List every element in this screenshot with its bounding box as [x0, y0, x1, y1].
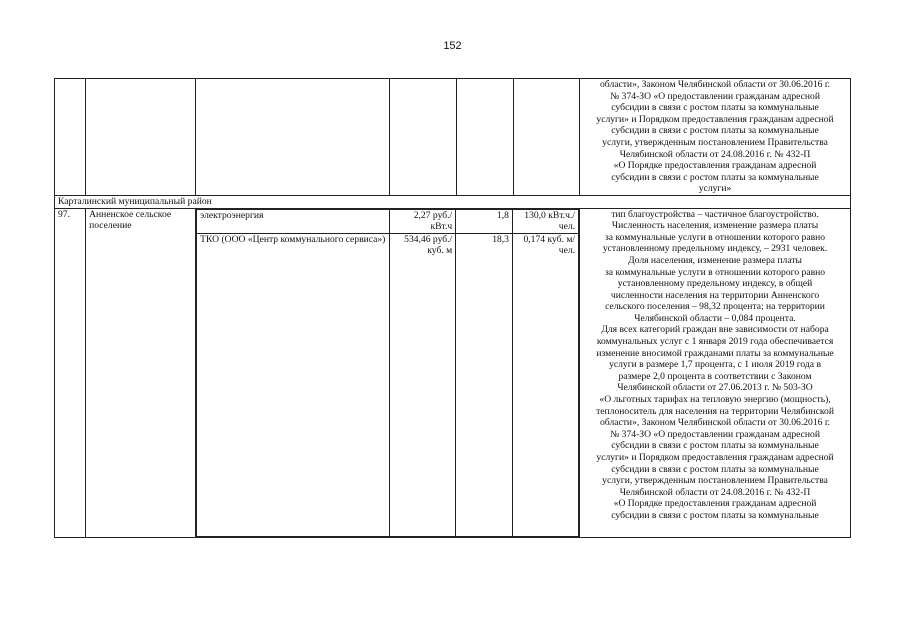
- text-line: услуги» и Порядком предоставления гражданам адресной: [596, 452, 834, 463]
- text-line: коммунальных услуг с 1 января 2019 года обеспечивается: [596, 336, 834, 348]
- text-line: «О льготных тарифах на тепловую энергию (мощность),: [599, 394, 831, 406]
- service-row: [197, 233, 579, 536]
- settlement-name: Анненское сельское поселение: [86, 208, 196, 537]
- text-line: области», Законом Челябинской области от 30.06.2016 г.: [600, 417, 831, 429]
- service-increase: 1,8: [456, 209, 513, 233]
- row-number: 97.: [55, 208, 86, 537]
- region-title: Карталинский муниципальный район: [55, 195, 851, 208]
- service-volume: 0,174 куб. м/чел.: [512, 233, 578, 536]
- text-line: Доля населения, изменение размера платы: [628, 254, 802, 266]
- text-line: за коммунальные услуги в отношении которого равно: [605, 266, 826, 278]
- text-line: Для всех категорий граждан вне зависимости от набора: [601, 324, 829, 336]
- service-tariff: 534,46 руб./куб. м: [390, 233, 456, 536]
- text-line: субсидии в связи с ростом платы за коммунальные: [611, 463, 819, 475]
- text-line: услуги» и Порядком предоставления гражданам адресной: [596, 113, 834, 125]
- services-table: [196, 209, 579, 537]
- text-line: численности населения на территории Анненского: [610, 289, 820, 301]
- text-line: Челябинской области от 24.08.2016 г. № 432-П: [619, 148, 811, 160]
- text-line: установленному предельному индексу, – 2931 человек.: [602, 243, 828, 255]
- text-line: «О Порядке предоставления гражданам адресной: [613, 498, 817, 510]
- service-volume: 130,0 кВт.ч./чел.: [512, 209, 578, 233]
- text-line: услуги, утвержденным постановлением Правительства: [602, 475, 828, 487]
- text-line: Челябинской области от 27.06.2013 г. № 503-ЗО: [617, 382, 813, 394]
- text-line: № 374-ЗО «О предоставлении гражданам адресной: [610, 90, 820, 102]
- text-line: размере 2,0 процента в соответствии с Законом: [618, 370, 812, 382]
- text-line: Челябинской области – 0,084 процента.: [634, 312, 796, 324]
- region-row: [55, 195, 851, 208]
- text-line: установленному предельному индексу, в общей: [617, 278, 813, 290]
- text-line: услуги в размере 1,7 процента, с 1 июля 2019 года в: [609, 359, 821, 371]
- text-line: за коммунальные услуги в отношении которого равно: [605, 231, 826, 243]
- text-line: субсидии в связи с ростом платы за коммунальные: [611, 171, 819, 183]
- text-line: теплоноситель для населения на территории Челябинской: [596, 405, 834, 417]
- service-row: [197, 209, 579, 233]
- continued-description: [580, 79, 851, 196]
- text-line: субсидии в связи с ростом платы за коммунальные: [611, 440, 819, 452]
- settlement-row: [55, 208, 851, 537]
- text-line: № 374-ЗО «О предоставлении гражданам адресной: [610, 428, 820, 440]
- tariff-table: [54, 78, 851, 538]
- text-line: тип благоустройства – частичное благоустройство.: [611, 208, 819, 220]
- text-line: услуги, утвержденным постановлением Правительства: [602, 136, 828, 148]
- service-tariff: 2,27 руб./кВт.ч: [390, 209, 456, 233]
- service-name: электроэнергия: [197, 209, 390, 233]
- text-line: «О Порядке предоставления гражданам адресной: [613, 160, 817, 172]
- page-number: 152: [443, 40, 462, 52]
- service-increase: 18,3: [456, 233, 513, 536]
- text-line: субсидии в связи с ростом платы за коммунальные: [611, 509, 819, 521]
- service-name: ТКО (ООО «Центр коммунального сервиса»): [197, 233, 390, 536]
- settlement-description: [580, 208, 851, 537]
- text-line: сельского поселения – 98,32 процента; на территории: [605, 301, 825, 313]
- text-line: услуги»: [698, 183, 732, 195]
- text-line: Численность населения, изменение размера платы: [611, 220, 819, 232]
- text-line: изменение вносимой гражданами платы за коммунальные: [596, 347, 834, 359]
- services-block: [196, 208, 580, 537]
- text-line: субсидии в связи с ростом платы за коммунальные: [611, 125, 819, 137]
- text-line: области», Законом Челябинской области от 30.06.2016 г.: [600, 79, 831, 90]
- text-line: субсидии в связи с ростом платы за коммунальные: [611, 102, 819, 114]
- text-line: Челябинской области от 24.08.2016 г. № 432-П: [619, 486, 811, 498]
- continued-row: [55, 79, 851, 196]
